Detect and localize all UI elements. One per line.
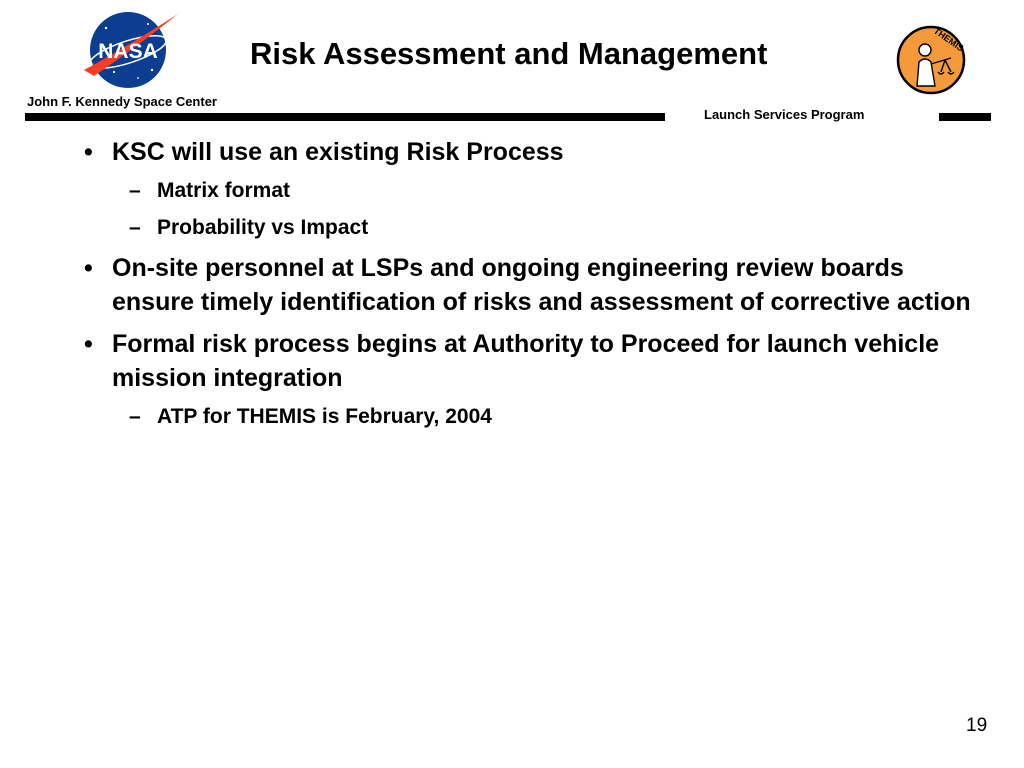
sub-bullet-text: Probability vs Impact [157, 216, 369, 239]
sub-bullet-item [0, 177, 1024, 205]
nasa-logo-text: NASA [98, 40, 158, 63]
bullet-text: KSC will use an existing Risk Process [112, 138, 564, 166]
bullet-item [0, 327, 1024, 395]
themis-logo-text: THEMIS [931, 25, 966, 54]
bullet-item [0, 135, 1024, 169]
sub-bullet-mark: – [129, 405, 141, 428]
sub-bullet-mark: – [129, 179, 141, 202]
header-rule-right [939, 113, 991, 121]
page-title: Risk Assessment and Management [250, 36, 768, 71]
sub-bullet-text: Matrix format [157, 179, 291, 202]
themis-logo [895, 24, 967, 96]
bullet-mark: • [84, 138, 93, 166]
sub-bullet-mark: – [129, 216, 141, 239]
sub-bullet-item [0, 214, 1024, 242]
bullet-item [0, 251, 1024, 319]
header-rule-left [25, 113, 665, 121]
bullet-mark: • [84, 254, 93, 282]
sub-bullet-text: ATP for THEMIS is February, 2004 [157, 405, 492, 428]
bullet-text: On-site personnel at LSPs and ongoing engineering review boards ensure timely identification of risks and assessment of corrective action [112, 254, 971, 316]
bullet-text: Formal risk process begins at Authority to Proceed for launch vehicle mission integration [112, 330, 940, 392]
bullet-mark: • [84, 330, 93, 358]
sub-bullet-item [0, 403, 1024, 431]
bullet-list [0, 135, 1024, 440]
program-label: Launch Services Program [704, 107, 865, 122]
center-label: John F. Kennedy Space Center [27, 94, 217, 109]
nasa-logo [78, 6, 182, 92]
page-number: 19 [966, 715, 988, 736]
